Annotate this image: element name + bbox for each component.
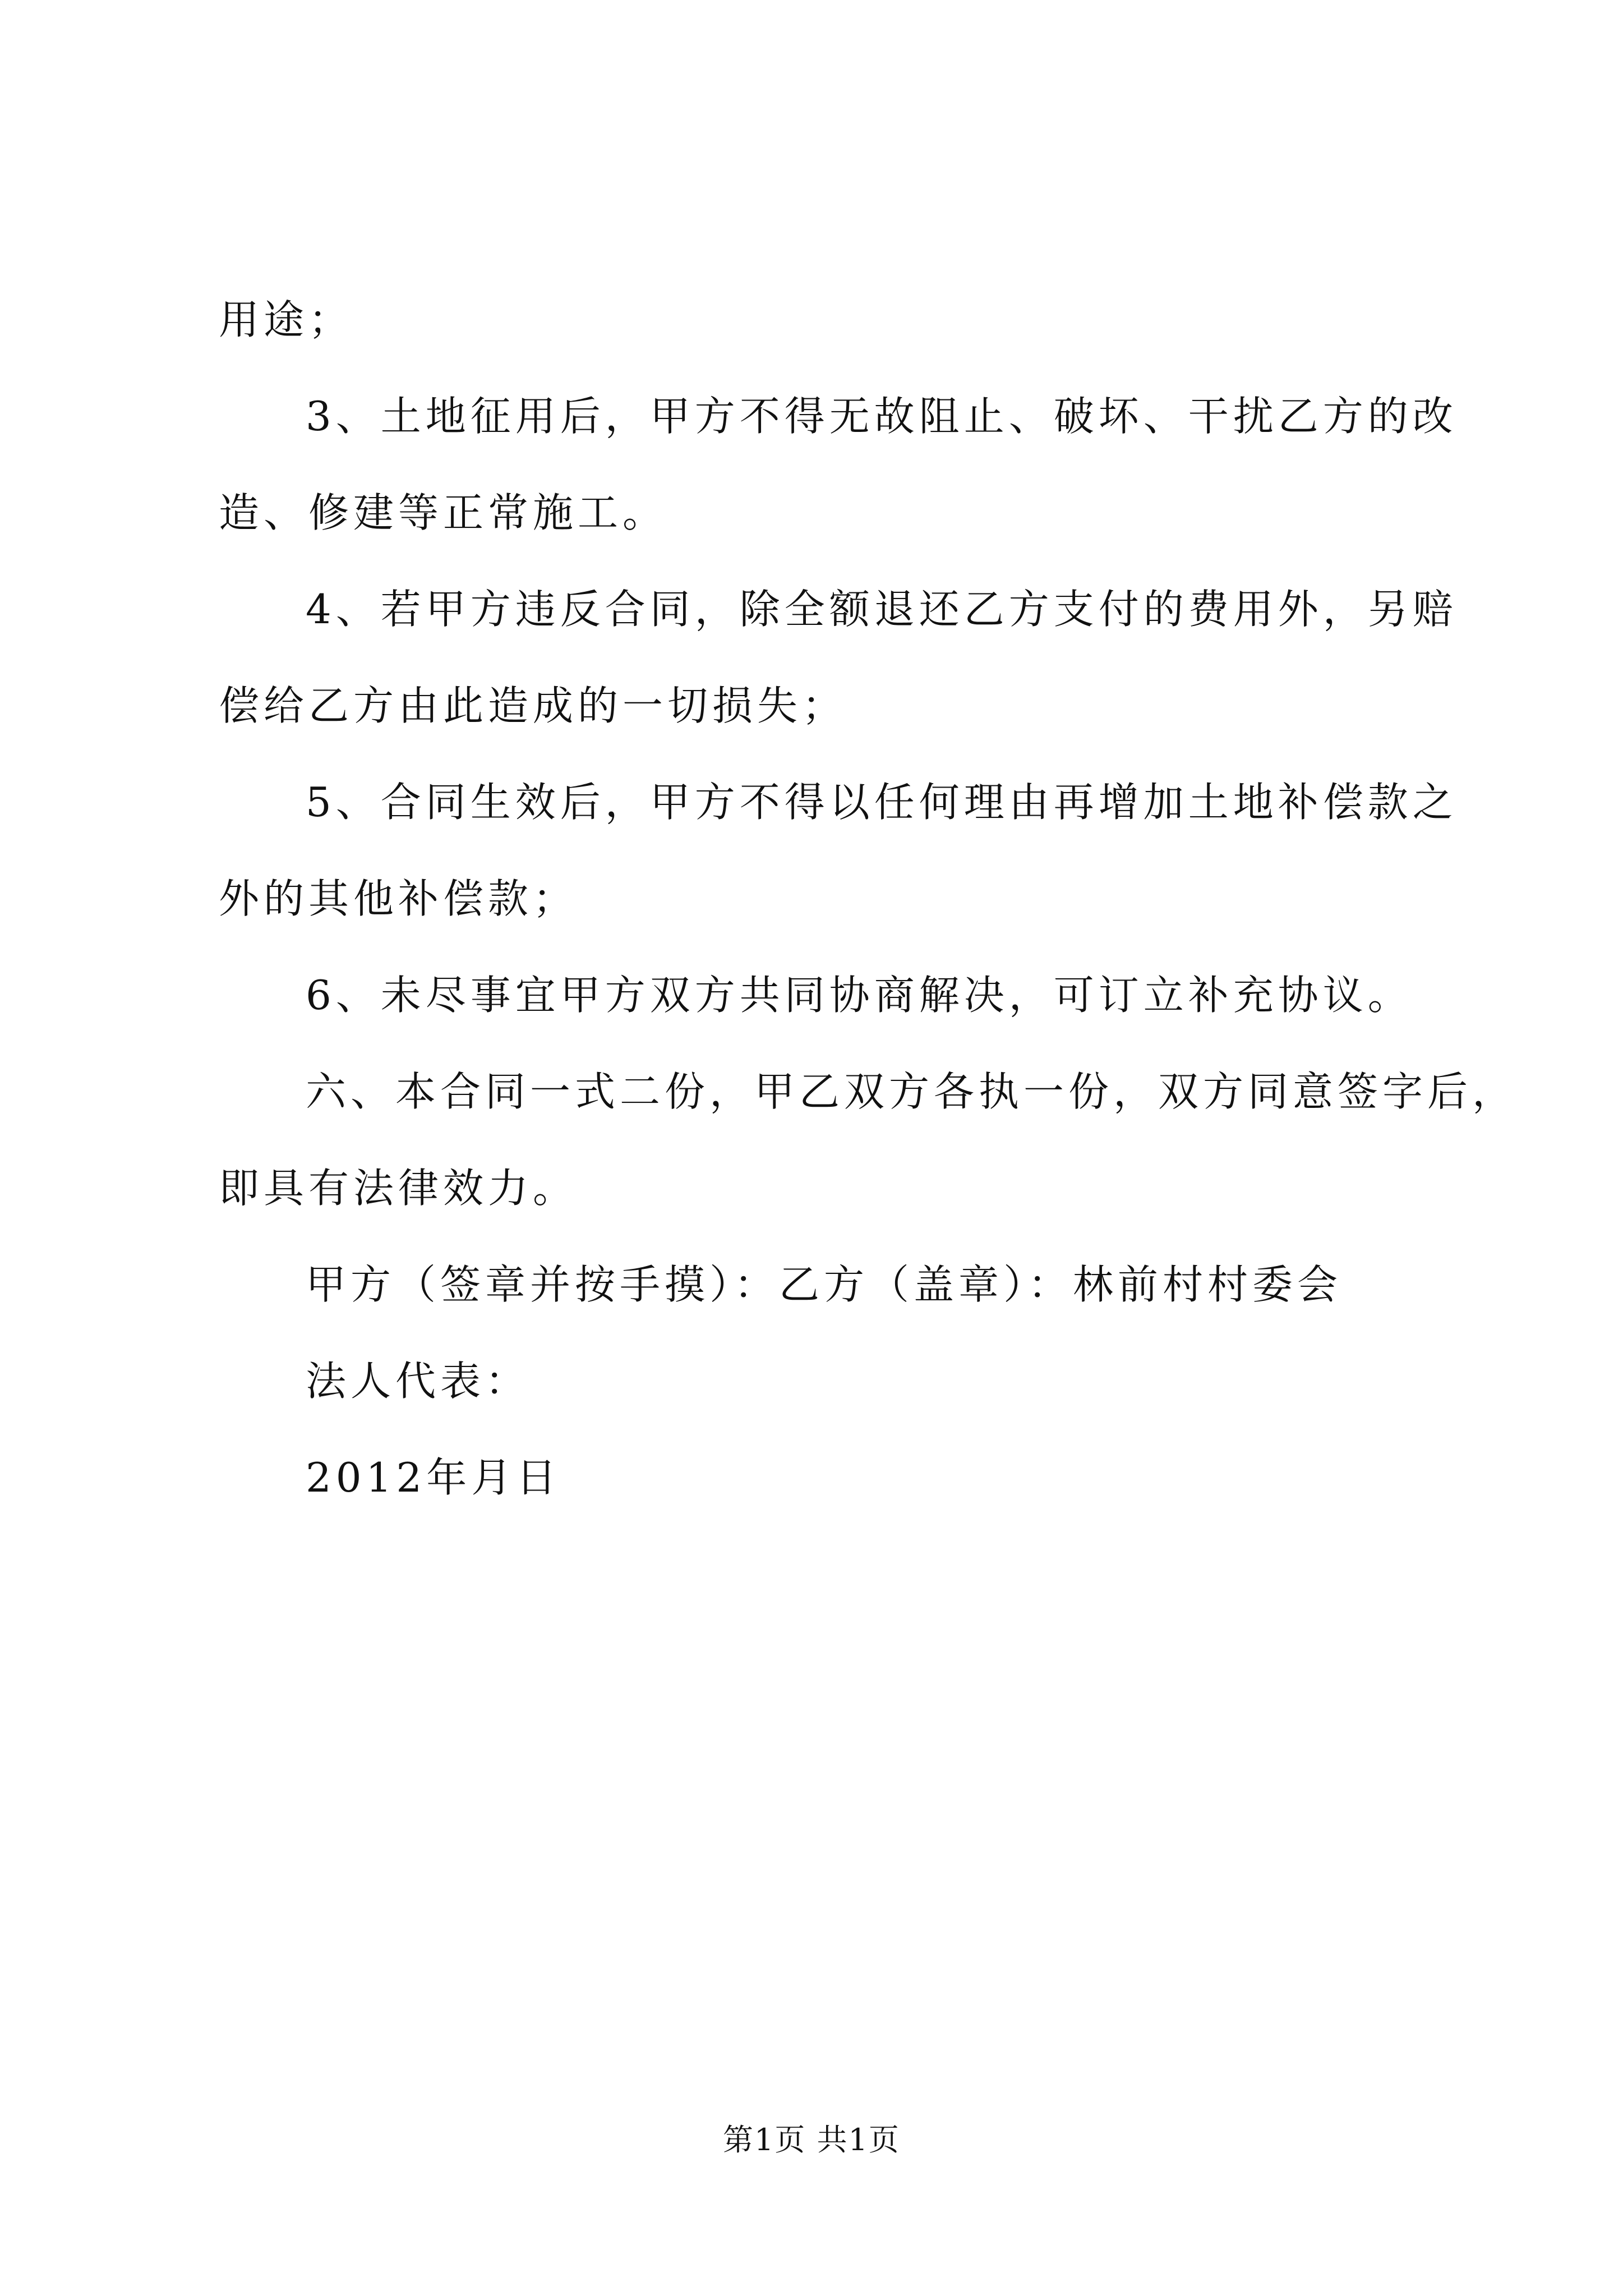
contract-body bbox=[219, 292, 1518, 1546]
date-line: 2012年月日 bbox=[306, 1454, 561, 1501]
clause-6-line: 6、未尽事宜甲方双方共同协商解决，可订立补充协议。 bbox=[306, 972, 1413, 1019]
clause-5-line-1: 5、合同生效后，甲方不得以任何理由再增加土地补偿款之 bbox=[306, 779, 1458, 826]
section-6-line-2: 即具有法律效力。 bbox=[219, 1165, 578, 1212]
clause-4-line-1: 4、若甲方违反合同，除全额退还乙方支付的费用外，另赔 bbox=[306, 586, 1458, 633]
page-number-footer: 第1页 共1页 bbox=[723, 2122, 900, 2157]
clause-4-line-2: 偿给乙方由此造成的一切损失； bbox=[219, 682, 847, 729]
clause-3-line-2: 造、修建等正常施工。 bbox=[219, 489, 668, 536]
clause-5-line-2: 外的其他补偿款； bbox=[219, 875, 578, 922]
text-line-usage: 用途； bbox=[219, 296, 354, 343]
section-6-line-1: 六、本合同一式二份，甲乙双方各执一份，双方同意签字后， bbox=[306, 1068, 1518, 1115]
clause-3-line-1: 3、土地征用后，甲方不得无故阻止、破坏、干扰乙方的改 bbox=[306, 393, 1458, 440]
signature-parties-line: 甲方（签章并按手摸）：乙方（盖章）：林前村村委会 bbox=[306, 1261, 1343, 1308]
legal-representative-line: 法人代表： bbox=[306, 1358, 531, 1405]
